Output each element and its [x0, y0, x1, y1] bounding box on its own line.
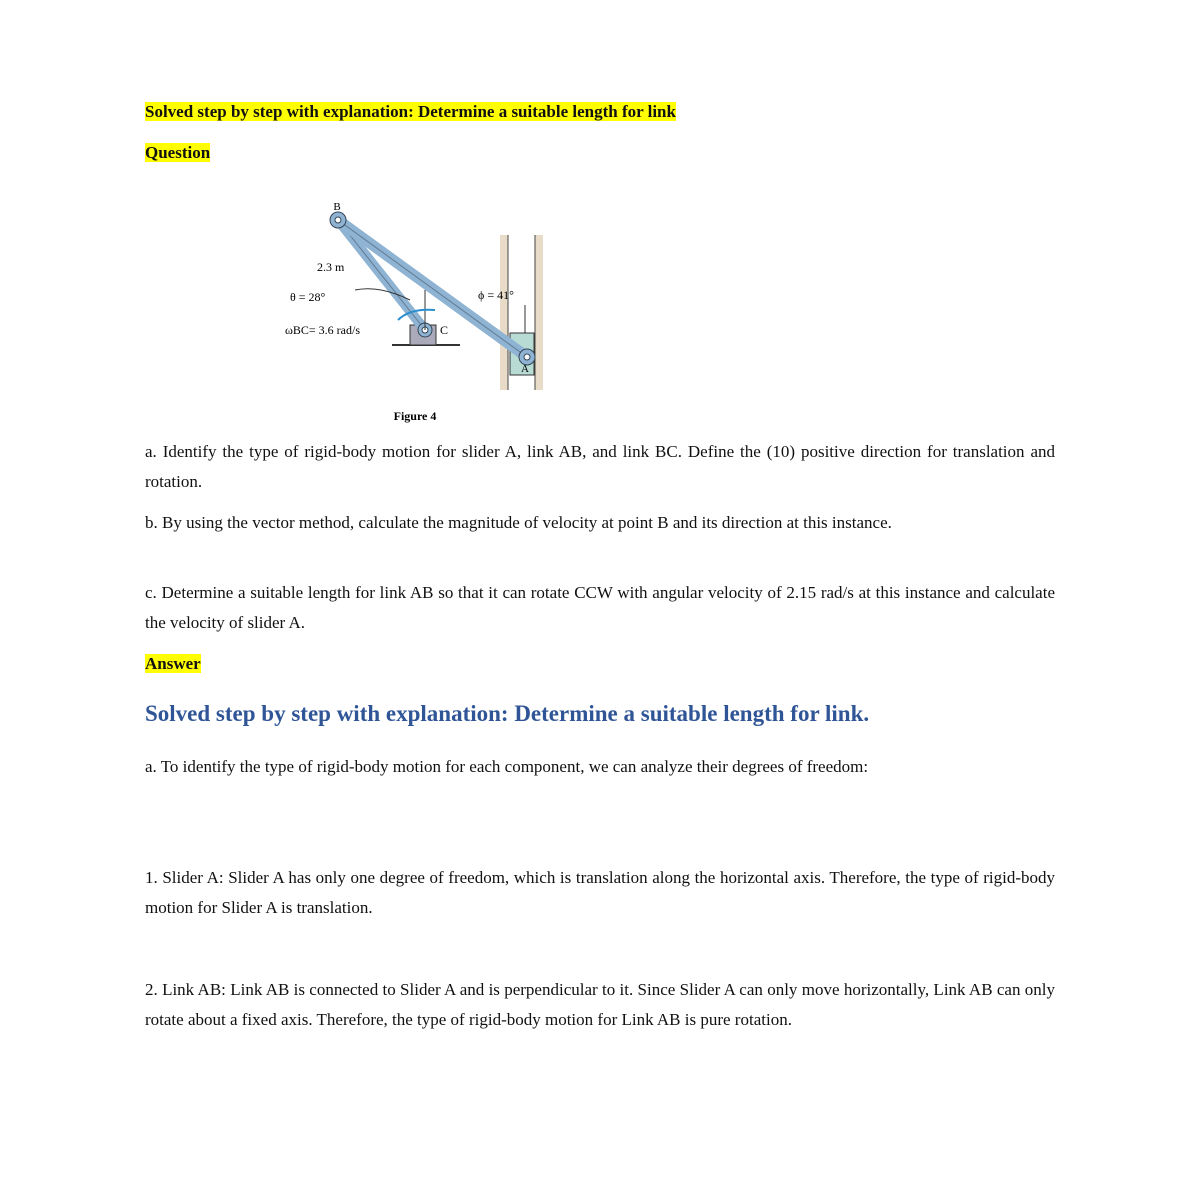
theta-label: θ = 28° — [290, 290, 326, 304]
question-a: a. Identify the type of rigid-body motion for slider A, link AB, and link BC. Define the (10) positive direction for translation and rotation. — [145, 442, 1055, 491]
answer-paragraph-a: a. To identify the type of rigid-body motion for each component, we can analyze their degrees of freedom: — [145, 757, 869, 776]
answer-line — [145, 649, 1055, 679]
figure-caption: Figure 4 — [393, 409, 437, 423]
page-title: Solved step by step with explanation: Determine a suitable length for link — [145, 102, 676, 121]
question-b: b. By using the vector method, calculate the magnitude of velocity at point B and its direction at this instance. — [145, 513, 892, 532]
title-line — [145, 97, 1055, 127]
question-line — [145, 138, 1055, 168]
answer-paragraph-2: 2. Link AB: Link AB is connected to Slider A and is perpendicular to it. Since Slider A can only move horizontally, Link AB can only rotate about a fixed axis. Therefore, the type of rigid-body motion for Link AB is pure rotation. — [145, 980, 1055, 1029]
label-a: A — [521, 363, 529, 375]
omega-label: ωBC= 3.6 rad/s — [285, 323, 360, 337]
answer-label: Answer — [145, 654, 201, 673]
question-c: c. Determine a suitable length for link AB so that it can rotate CCW with angular velocity of 2.15 rad/s at this instance and calculate the velocity of slider A. — [145, 583, 1055, 632]
label-b: B — [333, 201, 341, 213]
figure-4 — [270, 190, 570, 430]
question-label: Question — [145, 143, 211, 162]
length-label: 2.3 m — [317, 260, 345, 274]
label-c: C — [440, 323, 449, 337]
answer-heading: Solved step by step with explanation: Determine a suitable length for link. — [145, 701, 870, 726]
phi-label: ϕ = 41° — [478, 288, 514, 302]
answer-paragraph-1: 1. Slider A: Slider A has only one degree of freedom, which is translation along the horizontal axis. Therefore, the type of rigid-body motion for Slider A is translation. — [145, 868, 1055, 917]
